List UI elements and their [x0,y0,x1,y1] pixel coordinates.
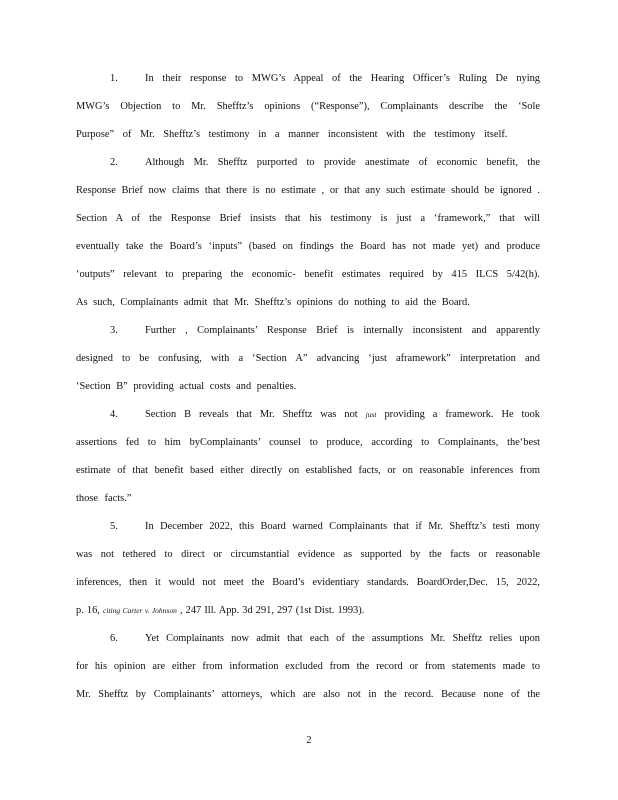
paragraph-5-line-4 [76,604,540,618]
paragraph-2-line-4: eventually take the Board’s ‘inputs” (based on findings the Board has not made yet) and produce [76,241,540,252]
paragraph-2-line-5: ‘outputs” relevant to preparing the economic- benefit estimates required by 415 ILCS 5/42(h). [76,269,540,280]
paragraph-text: Although Mr. Shefftz purported to provide anestimate of economic benefit, the [145,157,540,168]
page-number: 2 [306,735,312,746]
paragraph-text: Further , Complainants’ Response Brief is internally inconsistent and apparently [145,325,540,336]
paragraph-2-line-2: Response Brief now claims that there is no estimate , or that any such estimate should be ignored . [76,185,540,196]
paragraph-6-line-3: Mr. Shefftz by Complainants’ attorneys, which are also not in the record. Because none of the [76,689,540,700]
paragraph-2-line-1 [110,156,540,170]
paragraph-number: 4. [110,409,118,420]
paragraph-1-line-3: Purpose” of Mr. Shefftz’s testimony in a manner inconsistent with the testimony itself. [76,129,508,140]
paragraph-4-line-1 [110,408,540,422]
paragraph-5-line-2: was not tethered to direct or circumstantial evidence as supported by the facts or reasonable [76,549,540,560]
paragraph-number: 1. [110,73,118,84]
paragraph-number: 5. [110,521,118,532]
paragraph-3-line-1 [110,324,540,338]
paragraph-1-line-1 [110,72,540,86]
paragraph-2-line-6: As such, Complainants admit that Mr. Shefftz’s opinions do nothing to aid the Board. [76,297,470,308]
case-citation: , 247 Ill. App. 3d 291, 297 (1st Dist. 1993). [179,605,365,616]
paragraph-text: In December 2022, this Board warned Complainants that if Mr. Shefftz’s testi mony [145,521,540,532]
paragraph-text: Section B reveals that Mr. Shefftz was not [145,409,358,420]
paragraph-text: Yet Complainants now admit that each of the assumptions Mr. Shefftz relies upon [145,633,540,644]
paragraph-number: 2. [110,157,118,168]
paragraph-1-line-2: MWG’s Objection to Mr. Shefftz’s opinions (“Response”), Complainants describe the ‘Sole [76,101,540,112]
case-citation-italic: citing Carter v. Johnson [103,606,177,615]
paragraph-number: 3. [110,325,118,336]
paragraph-5-line-3: inferences, then it would not meet the Board’s evidentiary standards. BoardOrder,Dec. 15, 2022, [76,577,540,588]
paragraph-text: providing a framework. He took [384,409,540,420]
paragraph-3-line-3: ‘Section B” providing actual costs and penalties. [76,381,297,392]
paragraph-4-line-2: assertions fed to him byComplainants’ counsel to produce, according to Complainants, the‘best [76,437,540,448]
paragraph-3-line-2: designed to be confusing, with a ‘Section A” advancing ‘just aframework” interpretation and [76,353,540,364]
paragraph-2-line-3: Section A of the Response Brief insists that his testimony is just a ‘framework,” that will [76,213,540,224]
paragraph-4-line-4: those facts.” [76,493,132,504]
paragraph-4-line-3: estimate of that benefit based either directly on established facts, or on reasonable inferences from [76,465,540,476]
emphasis-text: just [365,410,377,419]
citation-page: p. 16, [76,605,100,616]
paragraph-number: 6. [110,633,118,644]
paragraph-6-line-2: for his opinion are either from information excluded from the record or from statements made to [76,661,540,672]
paragraph-text: In their response to MWG’s Appeal of the Hearing Officer’s Ruling De nying [145,73,540,84]
paragraph-6-line-1 [110,632,540,646]
paragraph-5-line-1 [110,520,540,534]
